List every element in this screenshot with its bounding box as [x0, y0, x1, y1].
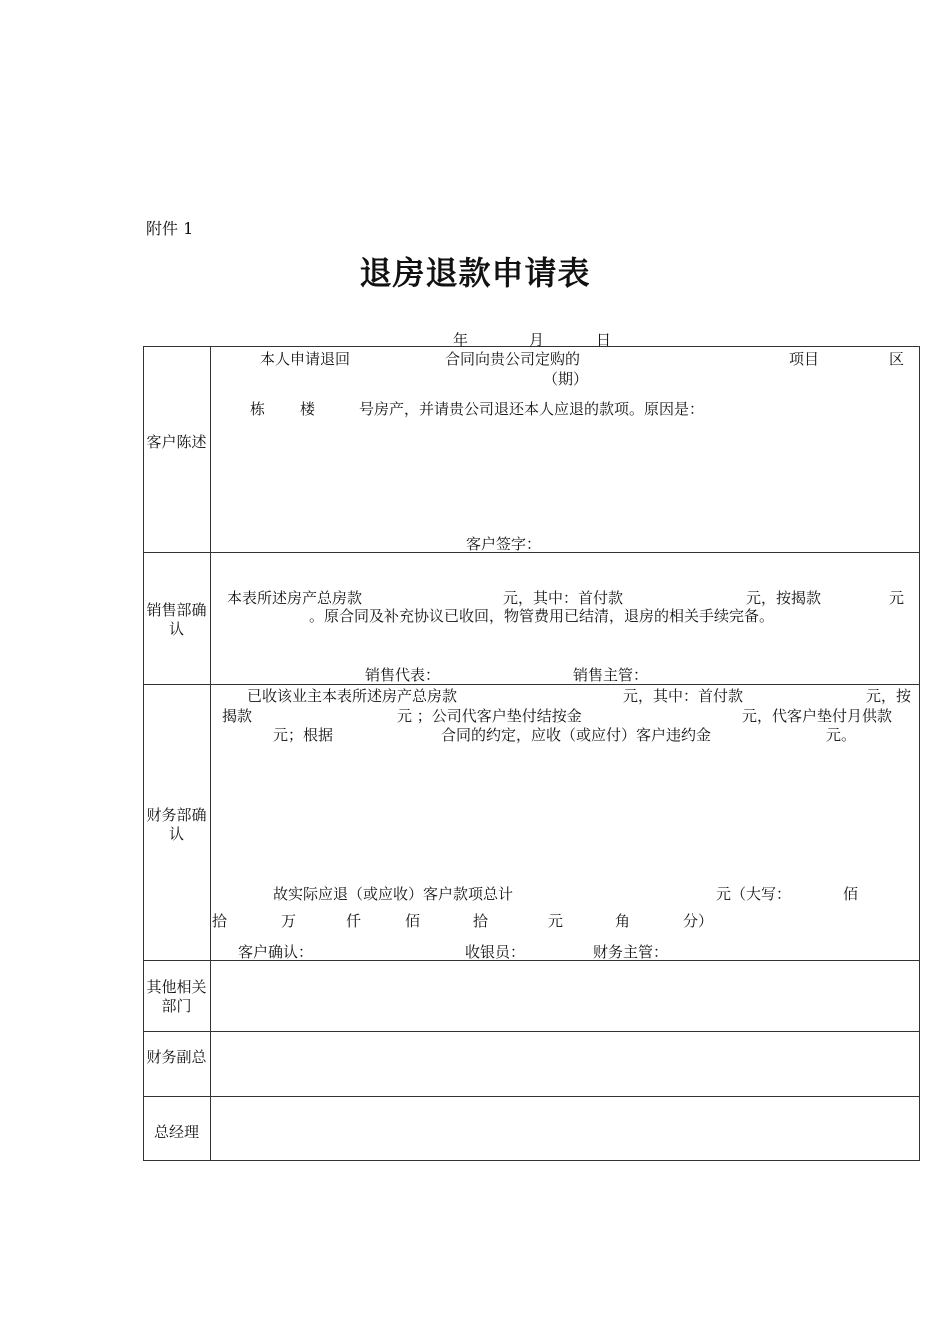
finance-text: 元，代客户垫付月供款 [742, 707, 893, 725]
sales-rep-label: 销售代表： [365, 666, 441, 684]
customer-text: 项目 [789, 350, 820, 368]
finance-confirm-label: 财务部确认 [146, 806, 207, 843]
general-manager-label: 总经理 [153, 1123, 199, 1141]
sales-text: 元 [889, 589, 905, 607]
finance-total-text: 元（大写： [716, 885, 792, 903]
finance-text: 元；根据 [273, 726, 334, 744]
amount-unit: 佰 [405, 912, 421, 930]
finance-text: 已收该业主本表所述房产总房款 [247, 687, 458, 705]
finance-supervisor-label: 财务主管： [593, 943, 669, 961]
finance-text: 合同的约定，应收（或应付）客户违约金 [441, 726, 712, 744]
amount-unit: 拾 [212, 912, 228, 930]
sales-text: 。原合同及补充协议已收回，物管费用已结清，退房的相关手续完备。 [309, 607, 775, 625]
row-divider [143, 1096, 920, 1097]
amount-unit: 角 [615, 912, 631, 930]
sales-confirm-label: 销售部确认 [146, 601, 207, 638]
date-month: 月 [529, 331, 545, 349]
sales-text: 元，其中：首付款 [503, 589, 624, 607]
finance-text: 元，按 [866, 687, 912, 705]
amount-unit: 分） [683, 912, 714, 930]
amount-unit: 万 [281, 912, 297, 930]
cashier-label: 收银员： [465, 943, 526, 961]
row-divider [143, 684, 920, 685]
finance-text: 元 ；公司代客户垫付结按金 [397, 707, 582, 725]
customer-signature-label: 客户签字： [466, 535, 542, 553]
sales-text: 元，按揭款 [746, 589, 822, 607]
date-year: 年 [453, 331, 469, 349]
form-title: 退房退款申请表 [359, 254, 591, 292]
date-day: 日 [596, 331, 612, 349]
finance-total-text: 故实际应退（或应收）客户款项总计 [273, 885, 514, 903]
attachment-label: 附件 1 [146, 219, 194, 238]
row-divider [143, 1031, 920, 1032]
finance-vp-label: 财务副总 [146, 1048, 207, 1066]
customer-text: 栋 [250, 400, 266, 418]
customer-text: 号房产，并请贵公司退还本人应退的款项。原因是： [359, 400, 705, 418]
sales-manager-label: 销售主管： [573, 666, 649, 684]
finance-text: 揭款 [222, 707, 253, 725]
customer-phase: （期） [543, 370, 589, 388]
customer-statement-label: 客户陈述 [146, 433, 207, 451]
amount-unit: 拾 [473, 912, 489, 930]
label-column-divider [210, 346, 211, 1161]
sales-text: 本表所述房产总房款 [227, 589, 363, 607]
customer-text: 合同向贵公司定购的 [445, 350, 581, 368]
table-border [143, 346, 920, 1161]
finance-text: 元。 [826, 726, 857, 744]
customer-text: 区 [889, 350, 905, 368]
customer-text: 本人申请退回 [260, 350, 351, 368]
other-dept-label: 其他相关部门 [146, 978, 207, 1015]
customer-text: 楼 [300, 400, 316, 418]
finance-text: 元，其中：首付款 [623, 687, 744, 705]
amount-unit: 佰 [843, 885, 859, 903]
amount-unit: 仟 [346, 912, 362, 930]
amount-unit: 元 [548, 912, 564, 930]
customer-confirm-label: 客户确认： [238, 943, 314, 961]
